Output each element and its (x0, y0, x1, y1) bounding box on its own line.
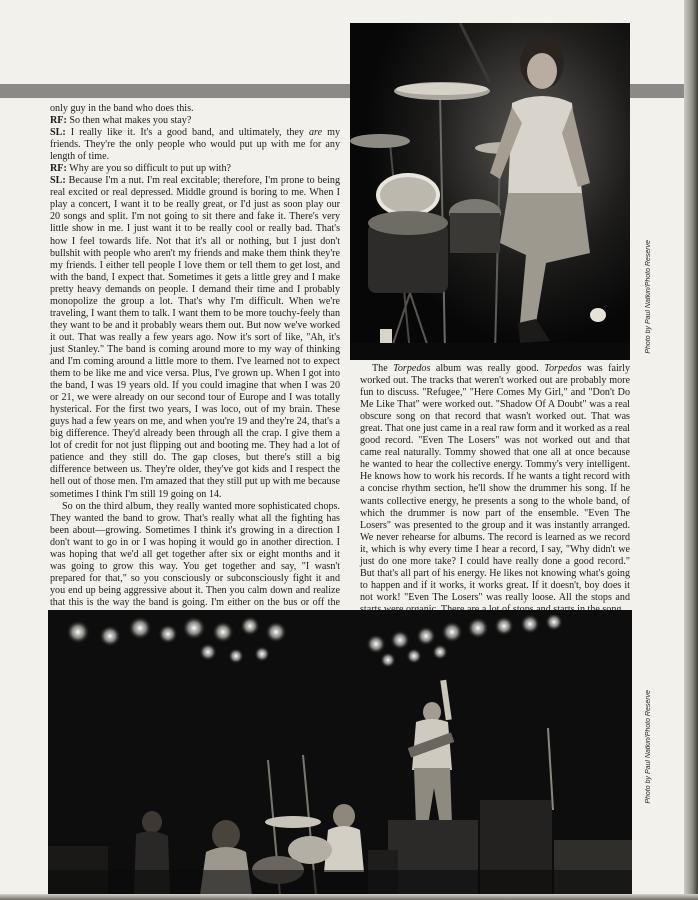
photo-credit-top: Photo by Paul Natkin/Photo Reserve (645, 240, 652, 354)
page-edge-bottom (0, 894, 698, 900)
band-stage-photo (48, 610, 632, 895)
paragraph (50, 501, 340, 621)
italic-text: are (308, 127, 323, 139)
article-column-left (50, 103, 340, 621)
speaker-label: RF: (50, 115, 67, 127)
photo-credit-bottom: Photo by Paul Natkin/Photo Reserve (645, 690, 652, 804)
paragraph (50, 163, 340, 175)
speaker-label: SL: (50, 127, 66, 139)
body-text: my friends. They're the only people who would put up with me for any length of time. (50, 127, 340, 163)
body-text: So on the third album, they really wanted more sophisticated chops. They wanted the band to grow. That's really what all the fighting has been about—growing. Sometimes I think it's growing in a direction I don't want to go in or I was hoping it would go in another direction. I was hoping that we'd all get together after six or eight months and it was going to grow this way. You get together and say, "I wasn't prepared for that," so you consciously or subconsciously fight it and you end up being aggressive about it. Then you calm down and realize that this is the way the band is going. I'm either on the bus or off the (50, 500, 340, 608)
drummer-photo (350, 23, 630, 360)
italic-text: Torpedos (544, 363, 582, 374)
decorative-band-right (630, 84, 684, 98)
paragraph (360, 363, 630, 616)
paragraph (50, 103, 340, 115)
body-text: The (372, 363, 394, 374)
body-text: was fairly worked out. The tracks that weren't worked out are probably more fun to discuss. "Refugee," "Here Comes My Girl," and "Don't Do Me Like That" were worked out. "Shadow Of A Doubt" was a real obscure song on that record that wasn't worked out. That was great. That one just came in a real raw form and it worked as a real good record. "Even The Losers" was not worked out and that came real naturally. Tommy showed that one all at once because he wanted to hear the collective energy. Tommy's very intelligent. He knows how to work his records. If he wants a tight record with a concise rhythm section, he'll show the drummer his song. If he wants collective energy, he presents a song to the whole band, of which the drummer is now part of the ensemble. "Even The Losers" was presented to the group and it was instantly arranged. We never rehearse for albums. The record is learned as we record it, which is why every time I hear a record, I say, "Why didn't we just do one more take? I could have really done a good record." But that's all part of his energy. He likes not knowing what's going to happen and if it works, it works great. If it doesn't, boy does it not work! "Even The Losers" was really loose. All the stops and (360, 363, 630, 603)
speaker-label: RF: (50, 163, 67, 175)
decorative-band-left (0, 84, 350, 98)
paragraph (50, 115, 340, 127)
speaker-label: SL: (50, 175, 66, 187)
body-text: So then what makes you stay? (69, 115, 192, 127)
band-stage-photo-art (48, 610, 632, 895)
body-text: Why are you so difficult to put up with? (69, 163, 232, 175)
article-column-right (360, 363, 630, 625)
paragraph (50, 127, 340, 163)
body-text: album was really good. (430, 363, 545, 374)
body-text: I really like it. It's a good band, and ultimately, they (70, 127, 309, 139)
body-text: Because I'm a nut. I'm real excitable; therefore, I'm prone to being real excited or real depressed. Middle ground is boring to me. When I play a concert, I want it to be really great, or I'd just as soon play our 20 songs and split. I'm not going to sit there and fake it. There's very little show in me. I just want it to be really cool or really bad. That's how I feel towards life. Not that it's all or nothing, but I just don't bullshit with people who aren't my friends and make them think they're my friends. I either tell people I love them or tell them to get lost, and with the band, I expect that. Sometimes it gets a little grey and I make pretty heavy demands on people. I demand their time and I probably monopolize the group a lot. That's why I'm difficult. When we're traveling, I want them to talk. I want them to be more touchy-feely than they want to be and it probably wears them out. But now we've worked it out. That was really a few years ago. Now it's sort of like, "Ah, it's just Stanley." The band is coming around more to my way of thinking and I'm coming around a little more to them. I've learned not to expect them to be like me and vice versa. Plus, I've grown up. When I got into the band, I was 19 years old. If you could imagine that when I was 20 or 21, we were already on our second tour of Europe and I was totally hysterical. For the first two years, I was loco, out of my brain. These guys had a few years on me, and when you're 19 and they're 24, that's a big difference. They'd already been through all the crap. I give them a lot of credit for not just flipping out and booting me. They had a lot of patience and they still do. The gap closes, but there's still a big difference between us. They're older, they've got kids and I respect the hell out of those men. I'm amazed that they still put up with me because sometimes I think I'm still 19 going on 14. (50, 175, 340, 500)
drummer-photo-art (350, 23, 630, 360)
body-text: only guy in the band who does this. (50, 103, 194, 114)
paragraph (50, 175, 340, 500)
italic-text: Torpedos (393, 363, 431, 374)
page-edge-right (684, 0, 698, 900)
